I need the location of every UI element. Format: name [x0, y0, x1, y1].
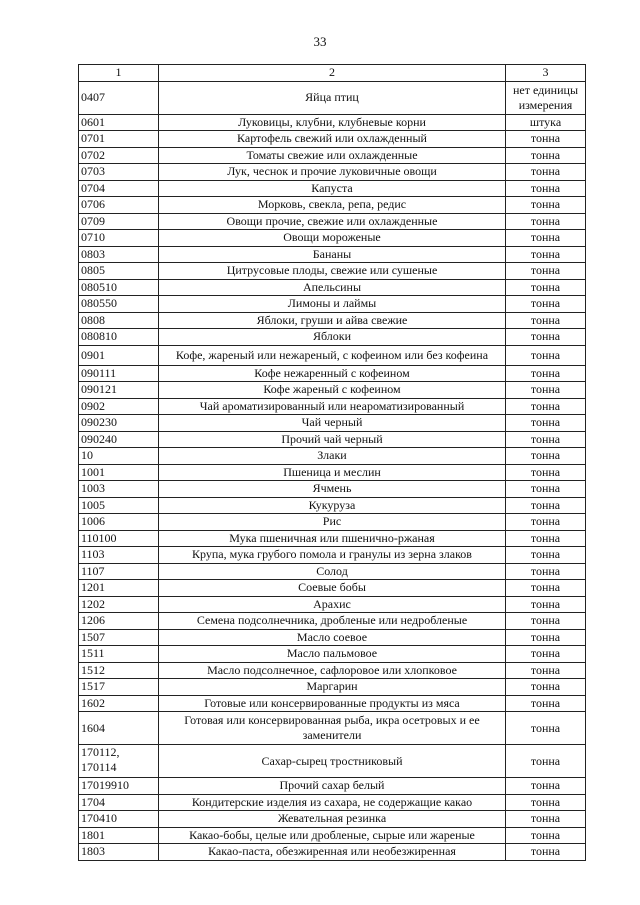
table-row: [79, 213, 586, 230]
table-row: [79, 263, 586, 280]
table-row: [79, 147, 586, 164]
table-header-row: [79, 65, 586, 82]
table-row: [79, 279, 586, 296]
row-unit: тонна: [506, 131, 586, 148]
units-table: [78, 64, 586, 861]
row-code: 1202: [79, 596, 159, 613]
row-name: Злаки: [159, 448, 506, 465]
row-code: 1801: [79, 827, 159, 844]
row-code: 080550: [79, 296, 159, 313]
row-code: 1602: [79, 695, 159, 712]
row-unit: тонна: [506, 448, 586, 465]
row-unit: тонна: [506, 547, 586, 564]
row-unit: тонна: [506, 365, 586, 382]
row-unit: нет единицы измерения: [506, 81, 586, 114]
row-name: Томаты свежие или охлажденные: [159, 147, 506, 164]
row-code: 170112, 170114: [79, 745, 159, 778]
row-name: Маргарин: [159, 679, 506, 696]
table-row: [79, 164, 586, 181]
row-code: 1511: [79, 646, 159, 663]
table-row: [79, 514, 586, 531]
table-row: [79, 114, 586, 131]
row-name: Яйца птиц: [159, 81, 506, 114]
row-unit: тонна: [506, 230, 586, 247]
row-name: Готовая или консервированная рыба, икра осетровых и ее заменители: [159, 712, 506, 745]
row-code: 1006: [79, 514, 159, 531]
row-unit: тонна: [506, 279, 586, 296]
table-row: [79, 745, 586, 778]
row-code: 0803: [79, 246, 159, 263]
row-code: 1003: [79, 481, 159, 498]
row-unit: тонна: [506, 613, 586, 630]
row-unit: тонна: [506, 497, 586, 514]
table-row: [79, 329, 586, 346]
row-code: 0407: [79, 81, 159, 114]
row-name: Мука пшеничная или пшенично-ржаная: [159, 530, 506, 547]
row-unit: тонна: [506, 662, 586, 679]
row-name: Чай черный: [159, 415, 506, 432]
row-name: Масло соевое: [159, 629, 506, 646]
row-name: Жевательная резинка: [159, 811, 506, 828]
row-name: Лук, чеснок и прочие луковичные овощи: [159, 164, 506, 181]
row-name: Масло пальмовое: [159, 646, 506, 663]
table-row: [79, 778, 586, 795]
row-unit: тонна: [506, 415, 586, 432]
table-row: [79, 296, 586, 313]
table-row: [79, 629, 586, 646]
row-code: 170410: [79, 811, 159, 828]
table-row: [79, 230, 586, 247]
row-unit: тонна: [506, 596, 586, 613]
row-code: 1604: [79, 712, 159, 745]
column-header-1: 1: [79, 65, 159, 82]
table-row: [79, 679, 586, 696]
row-unit: тонна: [506, 345, 586, 365]
table-row: [79, 81, 586, 114]
row-name: Какао-паста, обезжиренная или необезжиренная: [159, 844, 506, 861]
table-row: [79, 180, 586, 197]
row-unit: тонна: [506, 329, 586, 346]
row-name: Семена подсолнечника, дробленые или недробленые: [159, 613, 506, 630]
row-unit: тонна: [506, 431, 586, 448]
table-row: [79, 827, 586, 844]
row-unit: тонна: [506, 180, 586, 197]
row-code: 080510: [79, 279, 159, 296]
row-unit: тонна: [506, 745, 586, 778]
row-name: Яблоки: [159, 329, 506, 346]
table-row: [79, 431, 586, 448]
row-code: 0901: [79, 345, 159, 365]
row-code: 0805: [79, 263, 159, 280]
row-code: 1001: [79, 464, 159, 481]
row-unit: тонна: [506, 296, 586, 313]
row-unit: штука: [506, 114, 586, 131]
row-name: Крупа, мука грубого помола и гранулы из зерна злаков: [159, 547, 506, 564]
row-name: Кофе жареный с кофеином: [159, 382, 506, 399]
row-name: Луковицы, клубни, клубневые корни: [159, 114, 506, 131]
row-unit: тонна: [506, 213, 586, 230]
row-unit: тонна: [506, 514, 586, 531]
row-name: Кукуруза: [159, 497, 506, 514]
table-row: [79, 563, 586, 580]
row-code: 090111: [79, 365, 159, 382]
table-row: [79, 613, 586, 630]
table-row: [79, 365, 586, 382]
row-name: Кондитерские изделия из сахара, не содержащие какао: [159, 794, 506, 811]
row-code: 0808: [79, 312, 159, 329]
row-code: 090121: [79, 382, 159, 399]
row-unit: тонна: [506, 147, 586, 164]
row-unit: тонна: [506, 629, 586, 646]
table-row: [79, 547, 586, 564]
page-number: 33: [313, 34, 327, 49]
row-code: 0601: [79, 114, 159, 131]
table-row: [79, 695, 586, 712]
row-unit: тонна: [506, 844, 586, 861]
row-name: Овощи прочие, свежие или охлажденные: [159, 213, 506, 230]
row-code: 090230: [79, 415, 159, 432]
row-name: Овощи мороженые: [159, 230, 506, 247]
table-row: [79, 448, 586, 465]
row-code: 1206: [79, 613, 159, 630]
row-code: 1507: [79, 629, 159, 646]
table-row: [79, 811, 586, 828]
row-name: Сахар-сырец тростниковый: [159, 745, 506, 778]
row-unit: тонна: [506, 827, 586, 844]
row-name: Пшеница и меслин: [159, 464, 506, 481]
table-row: [79, 646, 586, 663]
row-name: Солод: [159, 563, 506, 580]
row-code: 090240: [79, 431, 159, 448]
row-name: Соевые бобы: [159, 580, 506, 597]
row-code: 0701: [79, 131, 159, 148]
row-unit: тонна: [506, 197, 586, 214]
row-code: 080810: [79, 329, 159, 346]
row-code: 0709: [79, 213, 159, 230]
row-unit: тонна: [506, 811, 586, 828]
table-row: [79, 662, 586, 679]
row-code: 0704: [79, 180, 159, 197]
row-code: 1704: [79, 794, 159, 811]
row-unit: тонна: [506, 481, 586, 498]
table-row: [79, 794, 586, 811]
row-name: Прочий чай черный: [159, 431, 506, 448]
column-header-2: 2: [159, 65, 506, 82]
table-row: [79, 712, 586, 745]
row-name: Прочий сахар белый: [159, 778, 506, 795]
row-name: Цитрусовые плоды, свежие или сушеные: [159, 263, 506, 280]
table-row: [79, 464, 586, 481]
row-name: Капуста: [159, 180, 506, 197]
row-unit: тонна: [506, 695, 586, 712]
row-unit: тонна: [506, 382, 586, 399]
row-unit: тонна: [506, 398, 586, 415]
table-row: [79, 382, 586, 399]
row-unit: тонна: [506, 263, 586, 280]
row-name: Кофе нежаренный с кофеином: [159, 365, 506, 382]
row-name: Яблоки, груши и айва свежие: [159, 312, 506, 329]
table-row: [79, 481, 586, 498]
row-name: Готовые или консервированные продукты из мяса: [159, 695, 506, 712]
row-unit: тонна: [506, 164, 586, 181]
row-unit: тонна: [506, 530, 586, 547]
table-row: [79, 596, 586, 613]
row-unit: тонна: [506, 563, 586, 580]
row-code: 1107: [79, 563, 159, 580]
table-row: [79, 197, 586, 214]
row-code: 0706: [79, 197, 159, 214]
table-row: [79, 415, 586, 432]
row-code: 0902: [79, 398, 159, 415]
row-unit: тонна: [506, 679, 586, 696]
table-row: [79, 530, 586, 547]
row-unit: тонна: [506, 464, 586, 481]
table-row: [79, 131, 586, 148]
table-row: [79, 246, 586, 263]
row-unit: тонна: [506, 580, 586, 597]
table-row: [79, 398, 586, 415]
row-code: 17019910: [79, 778, 159, 795]
row-unit: тонна: [506, 312, 586, 329]
row-name: Бананы: [159, 246, 506, 263]
table-body: [79, 81, 586, 860]
row-name: Морковь, свекла, репа, редис: [159, 197, 506, 214]
row-name: Масло подсолнечное, сафлоровое или хлопковое: [159, 662, 506, 679]
row-name: Лимоны и лаймы: [159, 296, 506, 313]
row-unit: тонна: [506, 778, 586, 795]
row-code: 10: [79, 448, 159, 465]
row-unit: тонна: [506, 646, 586, 663]
row-name: Какао-бобы, целые или дробленые, сырые или жареные: [159, 827, 506, 844]
row-name: Кофе, жареный или нежареный, с кофеином или без кофеина: [159, 345, 506, 365]
row-code: 110100: [79, 530, 159, 547]
row-unit: тонна: [506, 246, 586, 263]
row-unit: тонна: [506, 794, 586, 811]
row-unit: тонна: [506, 712, 586, 745]
table-row: [79, 497, 586, 514]
row-code: 1201: [79, 580, 159, 597]
row-name: Арахис: [159, 596, 506, 613]
row-name: Рис: [159, 514, 506, 531]
row-name: Картофель свежий или охлажденный: [159, 131, 506, 148]
table-row: [79, 844, 586, 861]
row-code: 0703: [79, 164, 159, 181]
table-row: [79, 580, 586, 597]
row-code: 1803: [79, 844, 159, 861]
row-code: 1512: [79, 662, 159, 679]
table-row: [79, 345, 586, 365]
row-code: 1517: [79, 679, 159, 696]
row-name: Апельсины: [159, 279, 506, 296]
row-code: 0710: [79, 230, 159, 247]
column-header-3: 3: [506, 65, 586, 82]
row-name: Ячмень: [159, 481, 506, 498]
row-code: 1005: [79, 497, 159, 514]
table-row: [79, 312, 586, 329]
row-name: Чай ароматизированный или неароматизированный: [159, 398, 506, 415]
row-code: 1103: [79, 547, 159, 564]
row-code: 0702: [79, 147, 159, 164]
